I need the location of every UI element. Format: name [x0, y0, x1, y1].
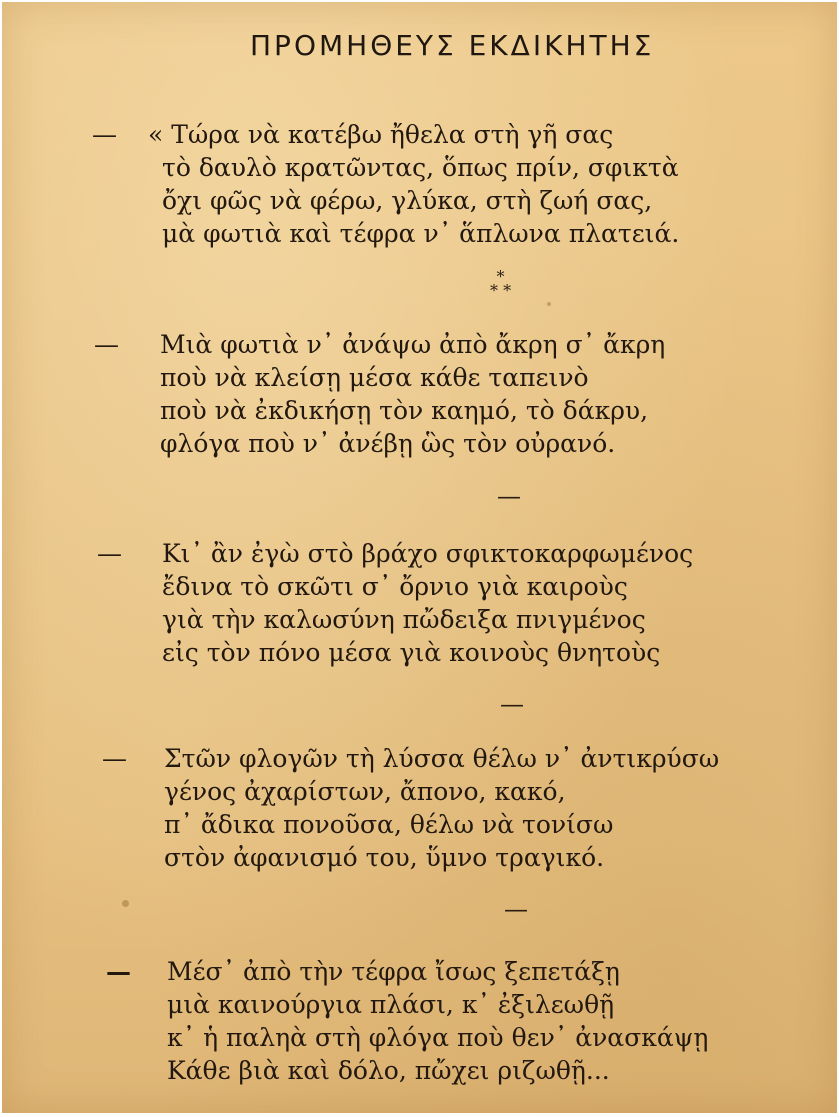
- verse-line: Μιὰ φωτιὰ ν᾿ ἀνάψω ἀπὸ ἄκρη σ᾿ ἄκρη: [160, 330, 666, 359]
- verse-line: Μέσ᾿ ἀπὸ τὴν τέφρα ἴσως ξεπετάξῃ: [167, 957, 620, 986]
- poem-title: ΠΡΟΜΗΘΕΥΣ ΕΚΔΙΚΗΤΗΣ: [250, 29, 655, 62]
- dash-separator: —: [500, 690, 524, 718]
- verse-line: Στῶν φλογῶν τὴ λύσσα θέλω ν᾿ ἀντικρύσω: [164, 744, 720, 773]
- paper-stain: [122, 900, 129, 907]
- stanza-dash: —: [106, 957, 131, 986]
- scanned-page: [2, 2, 837, 1113]
- verse-line: Κάθε βιὰ καὶ δόλο, πὤχει ριζωθῇ...: [167, 1056, 610, 1085]
- stanza-dash: —: [94, 330, 119, 359]
- verse-line: « Τώρα νὰ κατέβω ἤθελα στὴ γῆ σας: [148, 120, 614, 149]
- stanza-dash: —: [102, 744, 127, 773]
- verse-line: φλόγα ποὺ ν᾿ ἀνέβῃ ὣς τὸν οὐρανό.: [160, 429, 616, 458]
- verse-line: π᾿ ἄδικα πονοῦσα, θέλω νὰ τονίσω: [164, 810, 614, 839]
- dash-separator: —: [504, 895, 528, 923]
- verse-line: Κι᾿ ἂν ἐγὼ στὸ βράχο σφικτοκαρφωμένος: [162, 539, 694, 568]
- verse-line: στὸν ἀφανισμό του, ὕμνο τραγικό.: [164, 843, 605, 872]
- verse-line: μιὰ καινούργια πλάσι, κ᾿ ἐξιλεωθῇ: [167, 990, 615, 1019]
- verse-line: γιὰ τὴν καλωσύνη πὤδειξα πνιγμένος: [162, 605, 646, 634]
- stanza-dash: —: [92, 120, 117, 149]
- verse-line: ποὺ νὰ ἐκδικήσῃ τὸν καημό, τὸ δάκρυ,: [160, 396, 649, 425]
- verse-line: κ᾿ ἡ παληὰ στὴ φλόγα ποὺ θεν᾿ ἀνασκάψῃ: [167, 1023, 709, 1052]
- verse-line: μὰ φωτιὰ καὶ τέφρα ν᾿ ἅπλωνα πλατειά.: [162, 219, 680, 248]
- stanza-dash: —: [97, 539, 122, 568]
- asterism-separator: * * *: [490, 267, 512, 300]
- verse-line: γένος ἀχαρίστων, ἄπονο, κακό,: [164, 777, 566, 806]
- verse-line: ἔδινα τὸ σκῶτι σ᾿ ὄρνιο γιὰ καιροὺς: [162, 572, 628, 601]
- paper-stain: [547, 302, 551, 306]
- verse-line: ὄχι φῶς νὰ φέρω, γλύκα, στὴ ζωή σας,: [162, 186, 653, 215]
- verse-line: ποὺ νὰ κλείσῃ μέσα κάθε ταπεινὸ: [160, 363, 589, 392]
- verse-line: τὸ δαυλὸ κρατῶντας, ὅπως πρίν, σφικτὰ: [162, 153, 679, 182]
- dash-separator: —: [497, 482, 521, 510]
- verse-line: εἰς τὸν πόνο μέσα γιὰ κοινοὺς θνητοὺς: [162, 638, 661, 667]
